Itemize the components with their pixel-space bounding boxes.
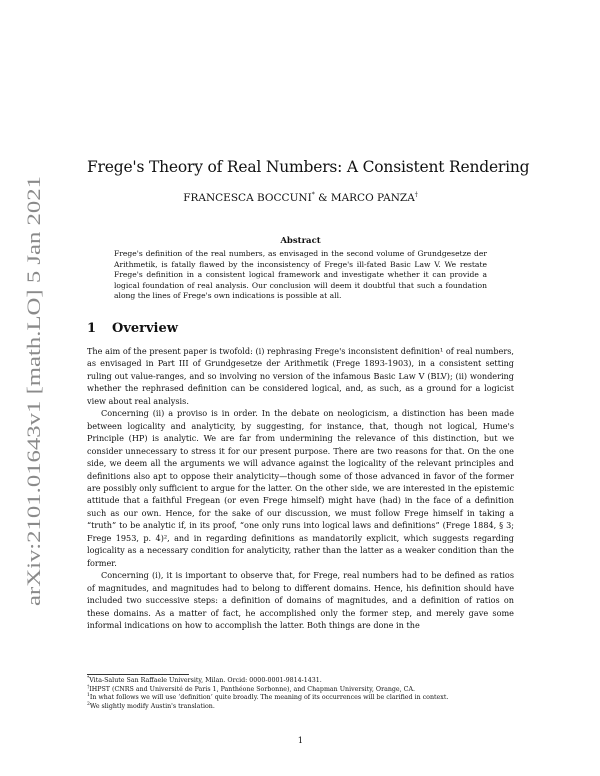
footnote <box>87 694 514 703</box>
author-line <box>87 192 514 204</box>
body-text <box>87 345 514 631</box>
author-2-mark: † <box>414 191 418 199</box>
footnote <box>87 703 514 712</box>
section-heading <box>87 321 178 336</box>
page-number: 1 <box>297 736 304 746</box>
paragraph: The aim of the present paper is twofold: (i) rephrasing Frege's inconsistent definition¹ of real numbers, as envisaged in Part III of Grundgesetze der Arithmetik (Frege 1893-1903), in a consistent setting ruling out value-ranges, and so involving no version of the infamous Basic Law V (BLV); (ii) wondering whether the rephrased definition can be considered logical, and, as such, as a ground for a logicist view about real analysis. <box>87 346 514 406</box>
author-2: MARCO PANZA <box>330 192 415 204</box>
section-title: Overview <box>112 321 178 336</box>
footnotes <box>87 677 514 711</box>
arxiv-stamp <box>20 172 48 610</box>
footnote-text: IHPST (CNRS and Université de Paris 1, Panthéone Sorbonne), and Chapman University, Orange, CA. <box>89 685 416 693</box>
author-1: FRANCESCA BOCCUNI <box>183 192 312 204</box>
section-number: 1 <box>87 321 97 336</box>
author-connector: & <box>314 192 331 204</box>
footnote <box>87 686 514 695</box>
paper-title: Frege's Theory of Real Numbers: A Consistent Rendering <box>87 158 530 176</box>
footnote-rule <box>87 674 189 675</box>
footnote-mark: * <box>87 675 90 681</box>
footnote <box>87 677 514 686</box>
footnote-text: In what follows we will use ‘definition’ quite broadly. The meaning of its occurrences will be clarified in context. <box>89 694 449 702</box>
abstract-text: Frege's definition of the real numbers, as envisaged in the second volume of Grundgesetze der Arithmetik, is fatally flawed by the inconsistency of Frege's ill-fated Basic Law V. We restate Frege's definition in a consistent logical framework and investigate whether it can provide a logical foundation of real analysis. Our conclusion will deem it doubtful that such a foundation along the lines of Frege's own indications is possible at all. <box>114 249 487 301</box>
abstract-heading: Abstract <box>280 236 321 246</box>
footnote-mark: 2 <box>87 701 90 707</box>
footnote-text: Vita-Salute San Raffaele University, Milan. Orcid: 0000-0001-9814-1431. <box>89 677 322 684</box>
paragraph: Concerning (i), it is important to observe that, for Frege, real numbers had to be defined as ratios of magnitudes, and magnitudes had to belong to different domains. Hence, his definition should have included two successive steps: a definition of domains of magnitudes, and a definition of ratios on these domains. As a matter of fact, he accomplished only the former step, and merely gave some informal indications on how to accomplish the latter. Both things are done in the <box>87 570 514 630</box>
footnote-text: We slightly modify Austin's translation. <box>89 702 215 710</box>
footnote-mark: 1 <box>87 693 90 699</box>
author-1-mark: * <box>311 191 315 199</box>
footnote-mark: † <box>87 684 90 690</box>
paragraph: Concerning (ii) a proviso is in order. In the debate on neologicism, a distinction has been made between logicality and analyticity, by suggesting, for instance, that, though not logical, Hume's Principle (HP) is analytic. We are far from undermining the relevance of this distinction, but we consider unnecessary to stress it for our present purpose. There are two reasons for that. On the one side, we deem all the arguments we will advance against the logicality of the relevant principles and definitions also apt to oppose their analyticity—though some of those advanced in favor of the former are possibly only sufficient to argue for the latter. On the other side, we are interested in the epistemic attitude that a faithful Fregean (or even Frege himself) might have (had) in the face of a definition such as our own. Hence, for the sake of our discussion, we must follow Frege himself in taking a “truth” to be analytic if, in its proof, “one only runs into logical laws and definitions” (Frege 1884, § 3; Frege 1953, p. 4)², and in regarding definitions as mandatorily explicit, which suggests regarding logicality as a necessary condition for analyticity, rather than the latter as a weaker condition than the former. <box>87 408 514 568</box>
arxiv-stamp-text: arXiv:2101.01643v1 [math.LO] 5 Jan 2021 <box>24 275 45 606</box>
